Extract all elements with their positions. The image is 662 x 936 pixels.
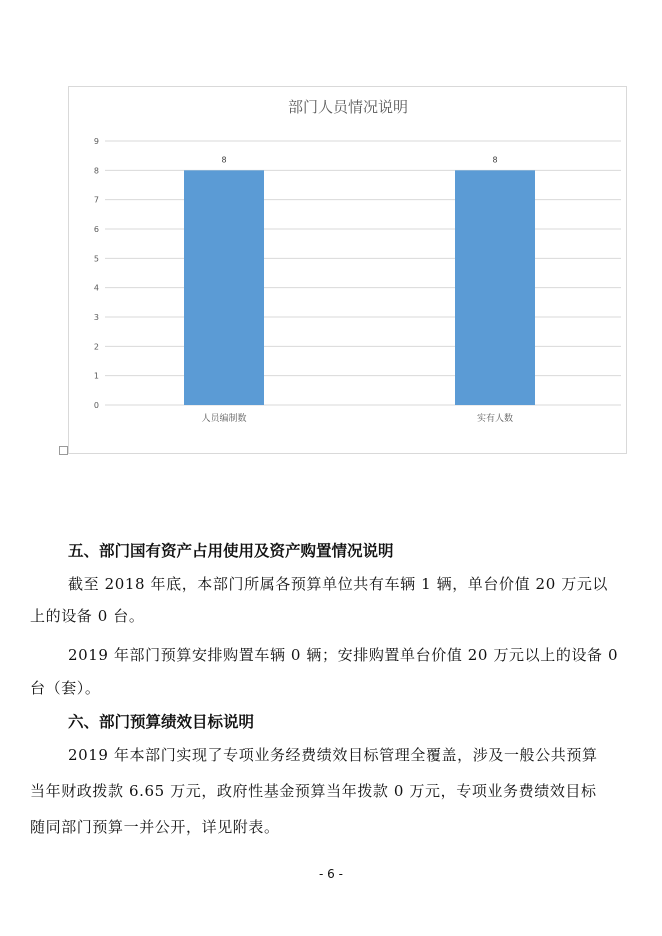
y-tick-label: 7 (93, 195, 99, 205)
bar-chart (69, 87, 628, 455)
section-5-heading: 五、部门国有资产占用使用及资产购置情况说明 (68, 542, 394, 560)
y-tick-label: 8 (93, 166, 99, 176)
bar-data-label: 8 (221, 155, 227, 165)
section-5-para-1-line-2: 上的设备 0 台。 (30, 607, 145, 625)
gridlines (105, 141, 621, 405)
data-labels (221, 155, 497, 164)
section-6-heading: 六、部门预算绩效目标说明 (68, 713, 255, 731)
y-tick-label: 2 (93, 342, 99, 352)
resize-handle-icon[interactable] (59, 446, 68, 455)
chart-container (68, 86, 627, 454)
chart-title: 部门人员情况说明 (287, 98, 409, 116)
y-tick-label: 6 (93, 225, 99, 234)
section-5-para-2-line-1: 2019 年部门预算安排购置车辆 0 辆；安排购置单台价值 20 万元以上的设备 0 (68, 646, 619, 664)
section-6-para-line-2: 当年财政拨款 6.65 万元，政府性基金预算当年拨款 0 万元，专项业务费绩效目标 (30, 782, 597, 800)
x-tick-label: 实有人数 (476, 414, 514, 424)
y-tick-label: 0 (93, 401, 99, 410)
bar-data-label: 8 (492, 155, 498, 165)
x-tick-label: 人员编制数 (201, 414, 247, 424)
y-axis-ticks (94, 137, 99, 410)
y-tick-label: 5 (93, 254, 99, 264)
section-6-para-line-3: 随同部门预算一并公开，详见附表。 (30, 818, 280, 836)
y-tick-label: 1 (93, 371, 99, 381)
bar (455, 170, 535, 405)
y-tick-label: 3 (93, 313, 99, 322)
bar (184, 170, 264, 405)
y-tick-label: 9 (93, 137, 99, 146)
section-5-para-1-line-1: 截至 2018 年底，本部门所属各预算单位共有车辆 1 辆，单台价值 20 万元以 (68, 575, 609, 593)
section-6-para-line-1: 2019 年本部门实现了专项业务经费绩效目标管理全覆盖，涉及一般公共预算 (68, 746, 598, 764)
section-5-para-2-line-2: 台（套）。 (30, 679, 101, 697)
y-tick-label: 4 (93, 283, 99, 293)
page-number: - 6 - (319, 867, 343, 881)
x-axis-ticks (201, 412, 513, 424)
